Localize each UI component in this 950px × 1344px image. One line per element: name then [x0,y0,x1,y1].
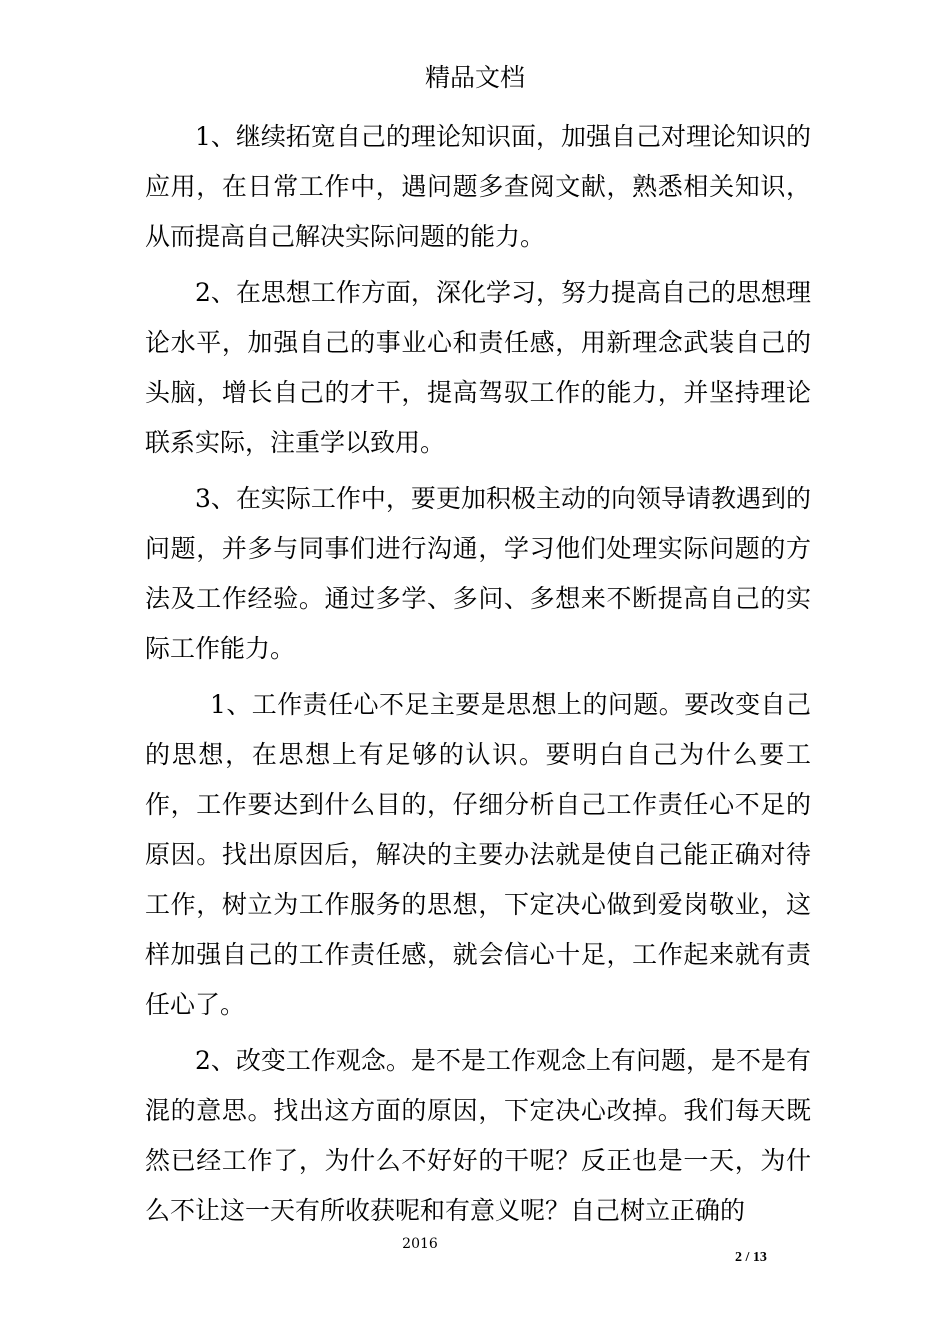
paragraph-3: 3、在实际工作中，要更加积极主动的向领导请教遇到的问题，并多与同事们进行沟通，学习他们处理实际问题的方法及工作经验。通过多学、多问、多想来不断提高自己的实际工作能力。 [145,484,811,663]
paragraph-1: 1、继续拓宽自己的理论知识面，加强自己对理论知识的应用，在日常工作中，遇问题多查阅文献，熟悉相关知识，从而提高自己解决实际问题的能力。 [145,122,811,251]
paragraph-2: 2、在思想工作方面，深化学习，努力提高自己的思想理论水平，加强自己的事业心和责任感，用新理念武装自己的头脑，增长自己的才干，提高驾驭工作的能力，并坚持理论联系实际，注重学以致用。 [145,278,811,457]
document-body [145,112,811,1242]
paragraph-5: 2、改变工作观念。是不是工作观念上有问题，是不是有混的意思。找出这方面的原因，下定决心改掉。我们每天既然已经工作了，为什么不好好的干呢？反正也是一天，为什么不让这一天有所收获呢和有意义呢？自己树立正确的 [145,1046,811,1225]
page-header-title: 精品文档 [424,63,525,92]
page-number: 2 / 13 [735,1250,767,1265]
paragraph-4: 1、工作责任心不足主要是思想上的问题。要改变自己的思想，在思想上有足够的认识。要明白自己为什么要工作，工作要达到什么目的，仔细分析自己工作责任心不足的原因。找出原因后，解决的主要办法就是使自己能正确对待工作，树立为工作服务的思想，下定决心做到爱岗敬业，这样加强自己的工作责任感，就会信心十足，工作起来就有责任心了。 [145,690,811,1019]
footer-year: 2016 [402,1236,438,1252]
